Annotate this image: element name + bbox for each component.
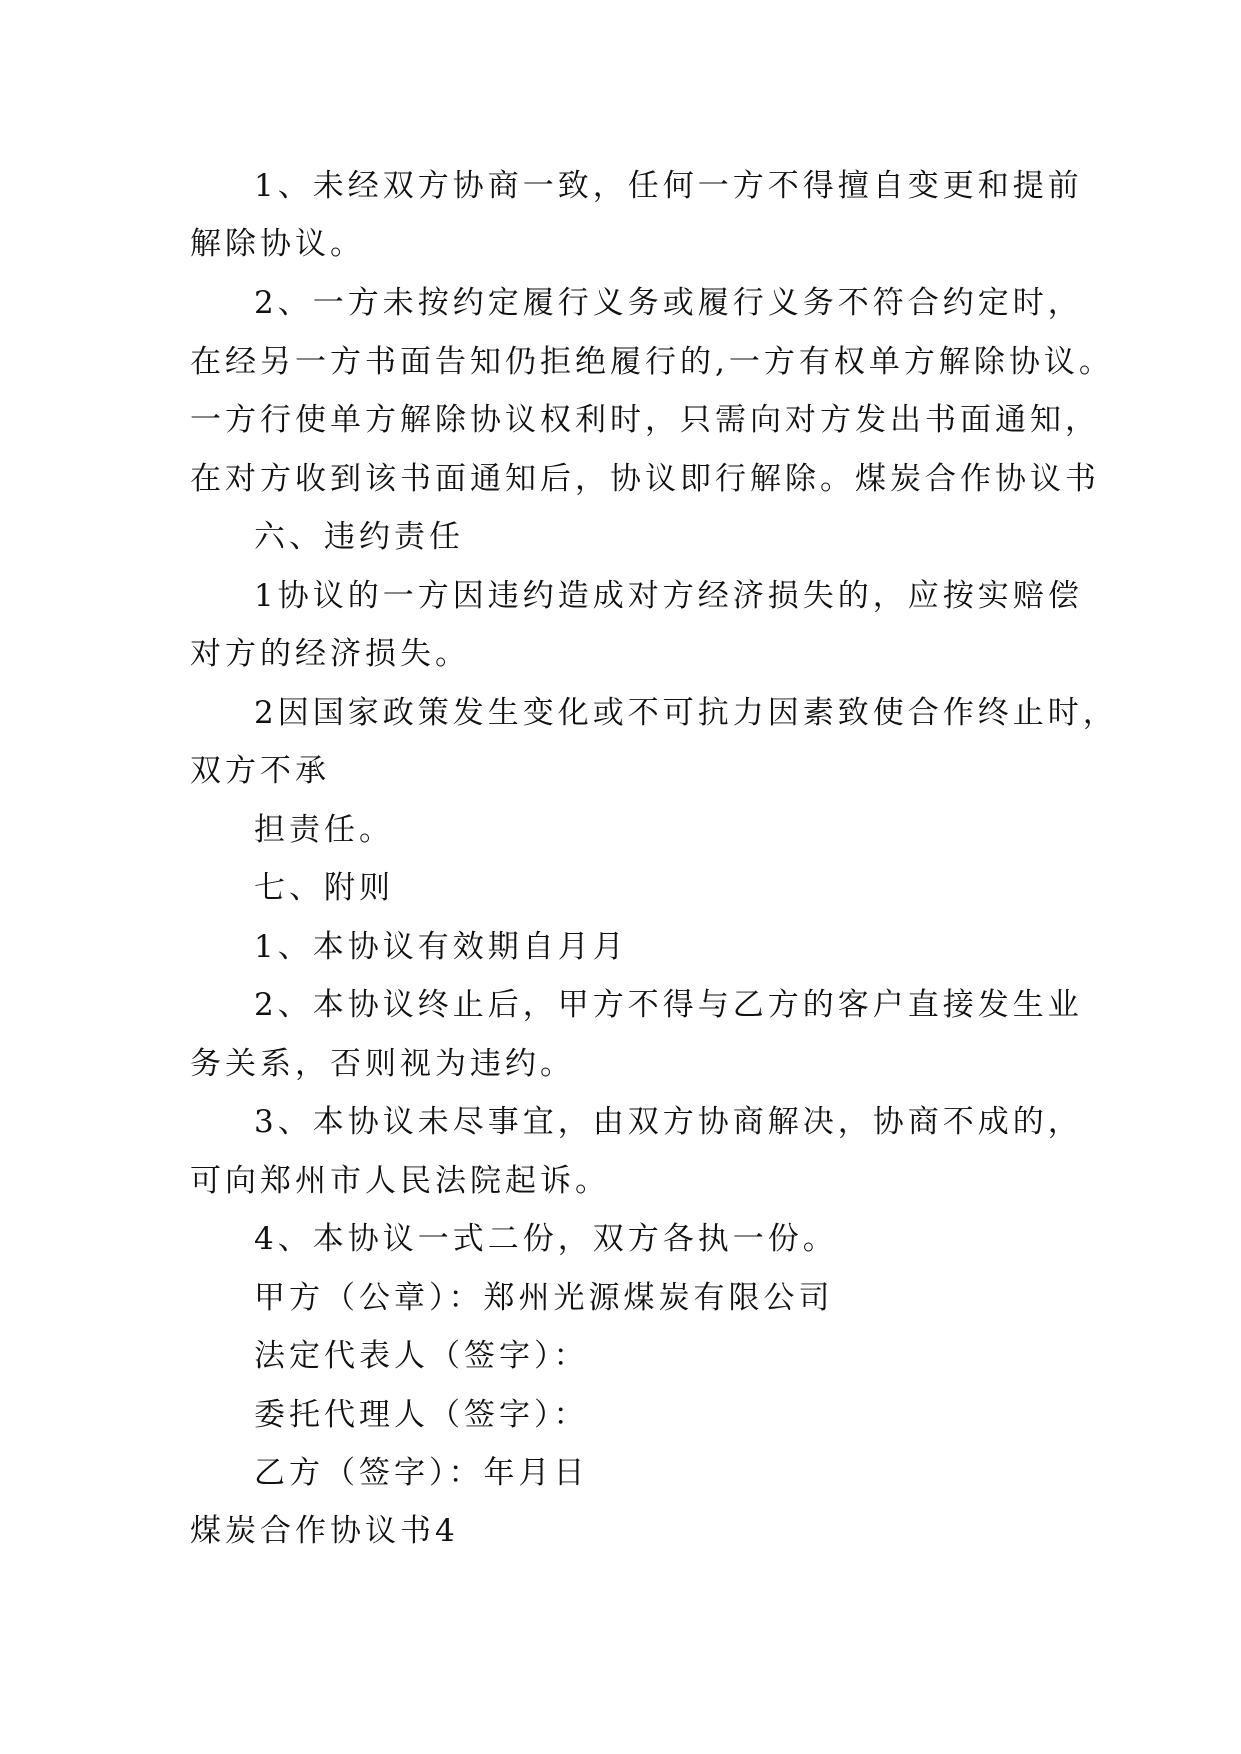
clause-6-1-line-2: 对方的经济损失。 (190, 636, 470, 672)
next-document-title: 煤炭合作协议书4 (190, 1513, 459, 1549)
clause-6-1-line-1: 1协议的一方因违约造成对方经济损失的，应按实赔偿 (254, 578, 1083, 614)
clause-6-2-line-2: 双方不承 (190, 753, 330, 789)
section-heading-liability: 六、违约责任 (254, 519, 464, 555)
clause-5-1-line-2: 解除协议。 (190, 226, 365, 262)
clause-7-1: 1、本协议有效期自月月 (254, 929, 628, 965)
clause-5-2-line-1: 2、一方未按约定履行义务或履行义务不符合约定时， (254, 285, 1083, 321)
clause-5-2-line-3: 一方行使单方解除协议权利时，只需向对方发出书面通知， (190, 402, 1100, 438)
clause-5-2-line-2: 在经另一方书面告知仍拒绝履行的,一方有权单方解除协议。 (190, 344, 1114, 380)
clause-6-2-line-1: 2因国家政策发生变化或不可抗力因素致使合作终止时， (254, 695, 1118, 731)
clause-7-4: 4、本协议一式二份，双方各执一份。 (254, 1221, 838, 1257)
clause-5-2-line-4: 在对方收到该书面通知后，协议即行解除。煤炭合作协议书 (190, 461, 1100, 497)
party-b-signature-date: 乙方（签字）：年月日 (254, 1455, 589, 1491)
party-a-seal: 甲方（公章）：郑州光源煤炭有限公司 (254, 1280, 834, 1316)
clause-5-1-line-1: 1、未经双方协商一致，任何一方不得擅自变更和提前 (254, 168, 1083, 204)
section-heading-supplementary: 七、附则 (254, 870, 394, 906)
clause-7-2-line-2: 务关系，否则视为违约。 (190, 1046, 575, 1082)
clause-7-3-line-1: 3、本协议未尽事宜，由双方协商解决，协商不成的， (254, 1104, 1083, 1140)
clause-6-2-line-3: 担责任。 (254, 812, 394, 848)
clause-7-3-line-2: 可向郑州市人民法院起诉。 (190, 1163, 610, 1199)
clause-7-2-line-1: 2、本协议终止后，甲方不得与乙方的客户直接发生业 (254, 987, 1083, 1023)
legal-representative-signature: 法定代表人（签字）： (254, 1338, 589, 1374)
authorized-agent-signature: 委托代理人（签字）： (254, 1397, 589, 1433)
